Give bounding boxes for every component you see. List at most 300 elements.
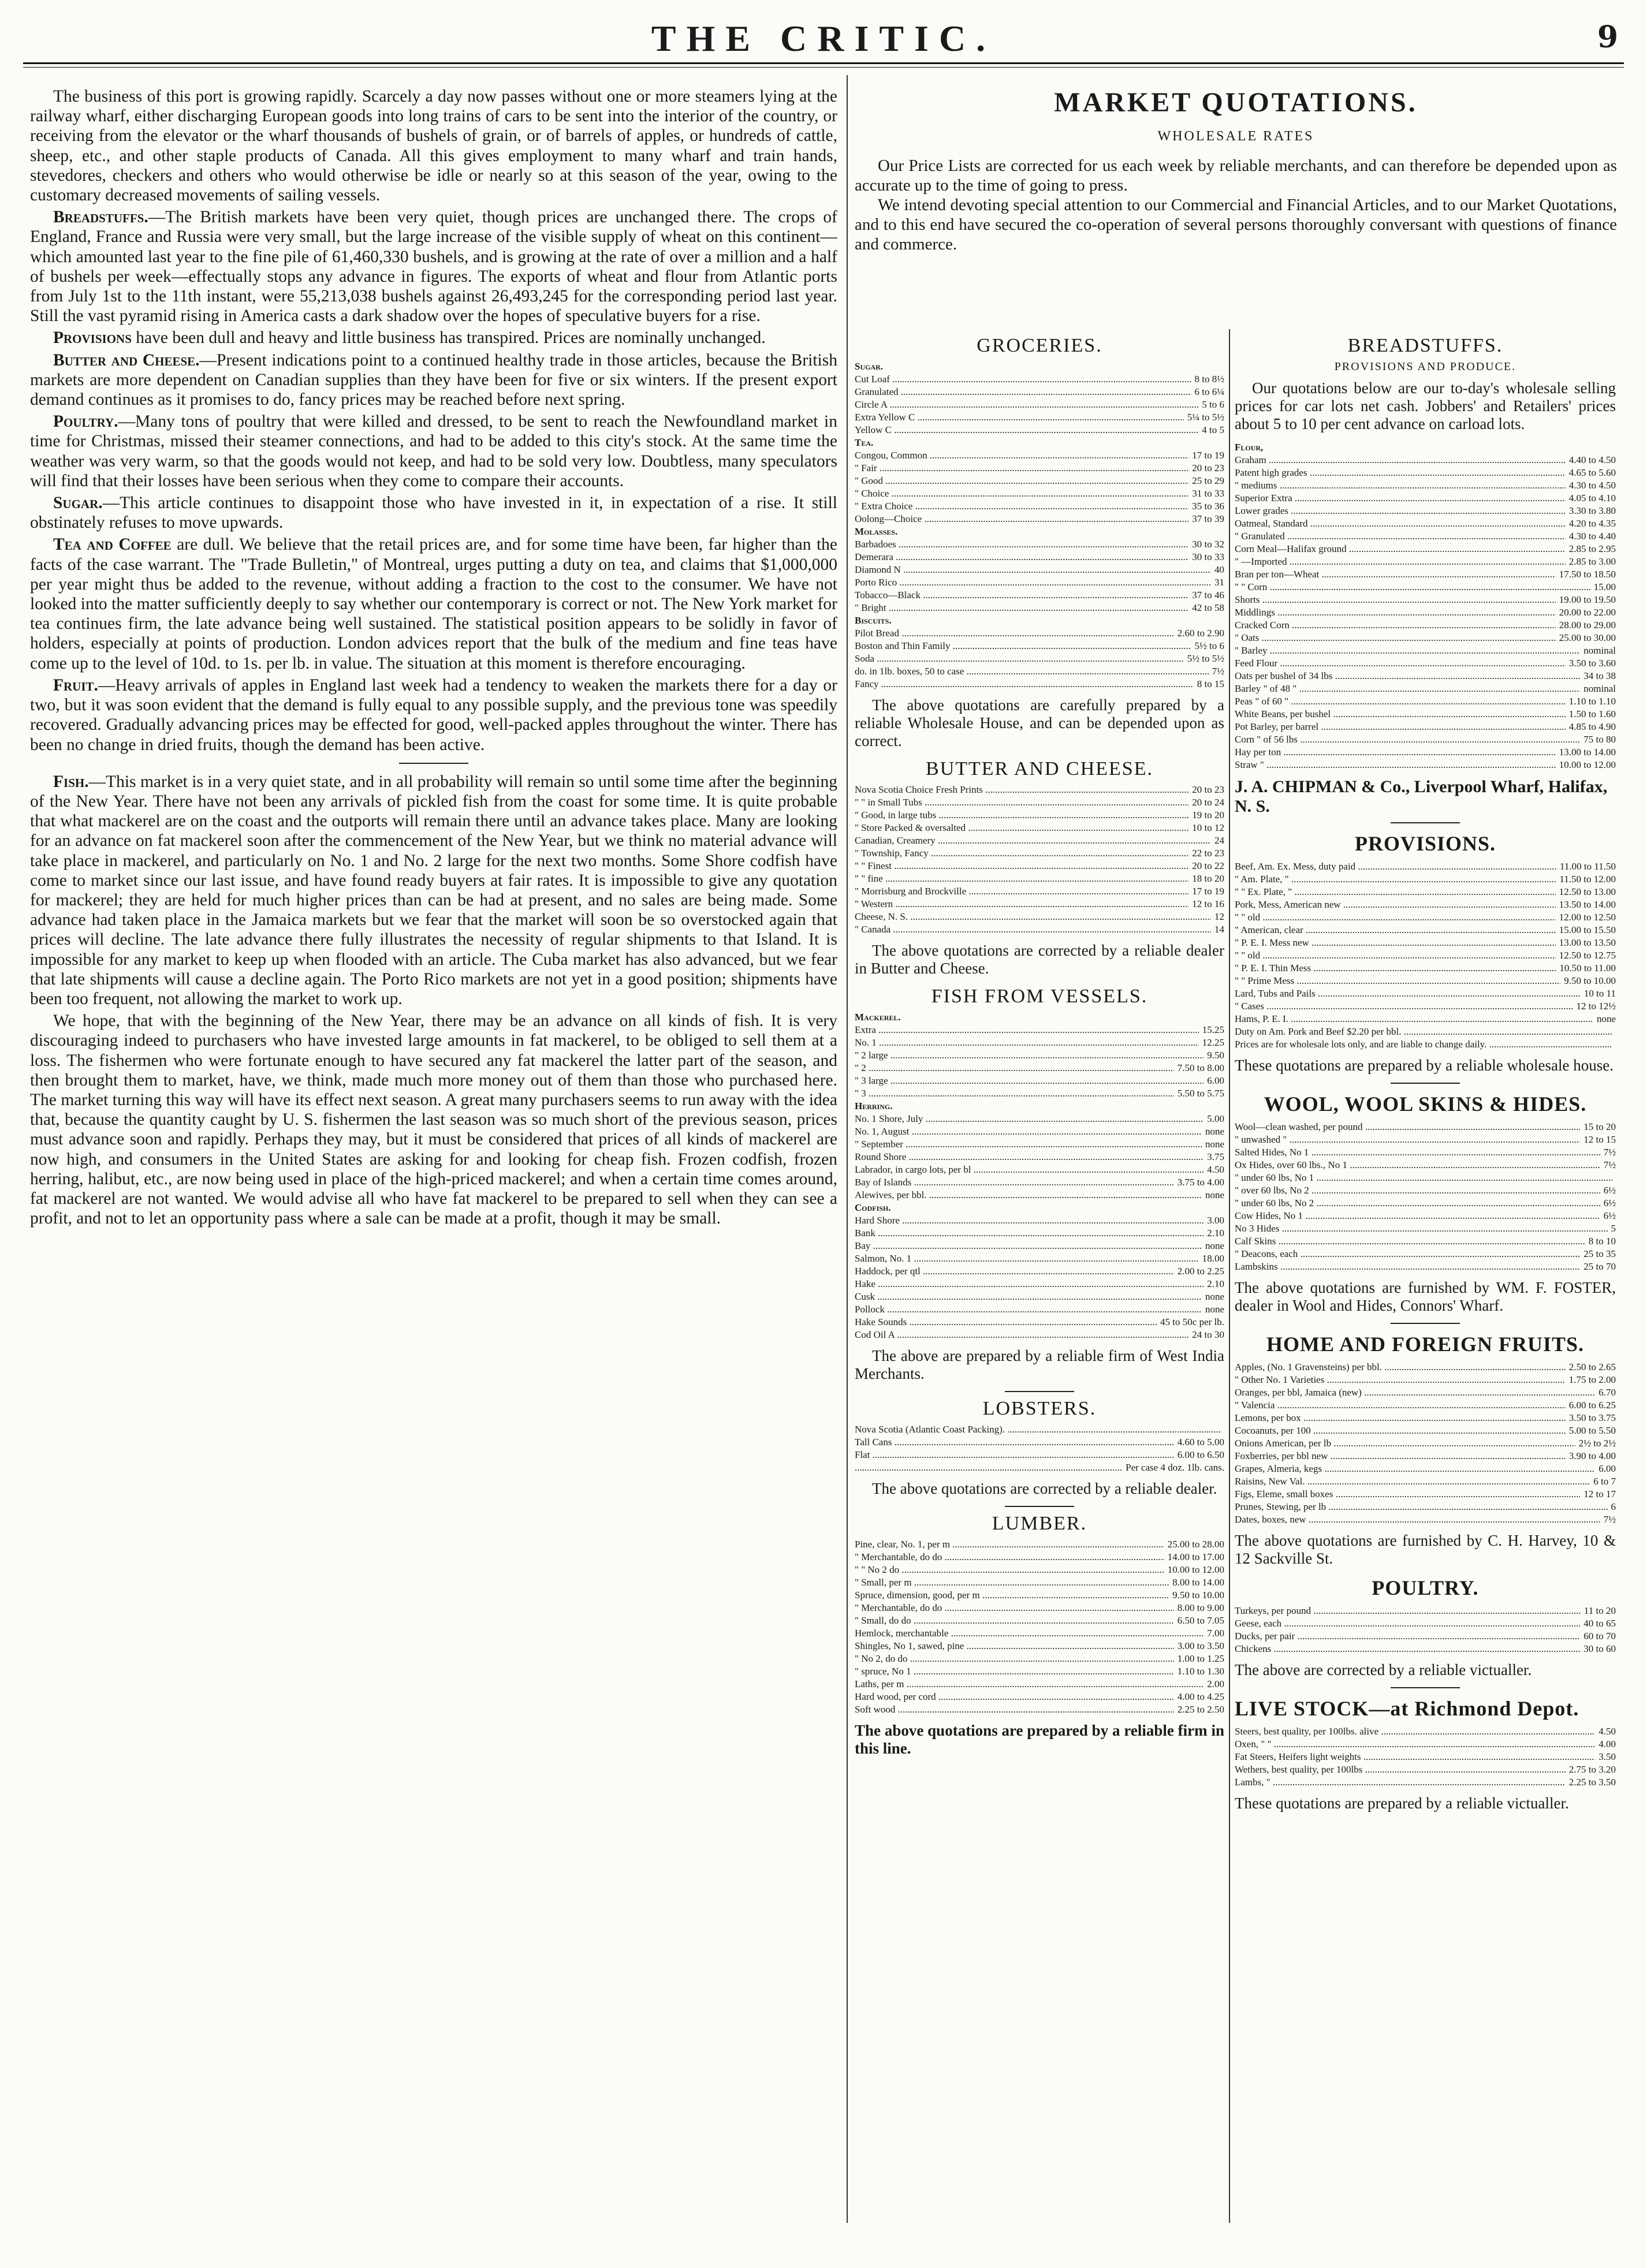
item-name: Cusk ..... (855, 1290, 1202, 1303)
item-name: Oolong—Choice ..... (855, 513, 1188, 525)
price-category: Mackerel. (855, 1012, 901, 1023)
price-row (855, 1265, 1224, 1278)
price-row (855, 411, 1224, 424)
price-row (855, 1551, 1224, 1564)
provisions-heading: PROVISIONS. (1354, 832, 1496, 855)
price-row (1235, 886, 1616, 898)
item-name: Circle A ..... (855, 398, 1198, 411)
price-row (855, 424, 1224, 437)
item-price: 25 to 35 (1583, 1248, 1616, 1259)
item-name: Labrador, in cargo lots, per bl ..... (855, 1163, 1203, 1176)
item-price: nominal (1583, 645, 1616, 656)
price-row (855, 1163, 1224, 1176)
livestock-note: These quotations are prepared by a reliable victualler. (1235, 1795, 1569, 1812)
price-row (855, 1214, 1224, 1227)
item-name: Oats per bushel of 34 lbs ..... (1235, 670, 1580, 682)
item-name: " Barley ..... (1235, 644, 1580, 657)
paragraph-text: We hope, that with the beginning of the New Year, there may be an advance on all kinds of fish. It is very discouraging indeed to purchasers who have invested large amounts in fat mackerel, to be obliged to sell them at a loss. The fishermen who were fortunate enough to have secured any fat mackerel the latter part of the season, and then brought them to market, have, we think, made much more money out of them than those who purchased here. The market turning this way will have its effect next season. A great many purchasers seems to run away with the idea that, because the quantity caught by U. S. fishermen the last season was so much short of the previous season, prices must advance soon and rapidly. Perhaps they may, but it must be considered that prices of all kinds of mackerel are now high, and consumers in the United States are asking for and looking for cheap fish. Frozen codfish, frozen herring, halibut, etc., are now being used in place of the high-priced mackerel; and when a certain time comes around, fat mackerel are not wanted. We would advise all who have fat mackerel to be prepared to sell when they can see a profit, and not to let an opportunity pass where a sale can be made at a profit, though it may be small. (30, 1012, 837, 1228)
item-name: " " Corn ..... (1235, 581, 1590, 594)
item-price: 6 (1611, 1501, 1616, 1512)
price-row (1235, 619, 1616, 632)
column-divider-left (847, 75, 848, 2223)
price-row (1235, 898, 1616, 911)
item-price: 4.60 to 5.00 (1177, 1437, 1224, 1448)
item-name: Bran per ton—Wheat ..... (1235, 568, 1556, 581)
market-intro (855, 156, 1617, 254)
price-row (855, 1538, 1224, 1551)
item-price: 13.00 to 13.50 (1559, 937, 1616, 948)
price-row (855, 872, 1224, 885)
masthead-rule (23, 62, 1624, 64)
item-name: " No 2, do do ..... (855, 1652, 1174, 1665)
item-price: 13.50 to 14.00 (1559, 899, 1616, 910)
price-row (1235, 1121, 1616, 1133)
breadstuffs-heading: BREADSTUFFS. (1347, 335, 1503, 356)
item-price: 6.00 (1598, 1463, 1616, 1474)
item-price: 24 to 30 (1192, 1329, 1224, 1340)
item-name: " Deacons, each ..... (1235, 1248, 1580, 1260)
item-name: Chickens ..... (1235, 1643, 1580, 1655)
item-name: Demerara ..... (855, 551, 1188, 564)
price-row (1235, 606, 1616, 619)
item-price: 2.25 to 3.50 (1568, 1777, 1616, 1788)
item-name: Pilot Bread ..... (855, 627, 1174, 640)
provisions-table (1235, 860, 1616, 1051)
item-price: 11.50 to 12.00 (1559, 874, 1616, 885)
item-price: 4.50 (1207, 1164, 1224, 1175)
item-name: " Merchantable, do do ..... (855, 1551, 1164, 1564)
price-row (1235, 911, 1616, 924)
price-row (855, 1062, 1224, 1075)
article-paragraph (30, 207, 837, 326)
item-price: 6 to 6¼ (1194, 386, 1224, 397)
item-price: 12 to 17 (1583, 1489, 1616, 1499)
section-divider (1391, 1083, 1460, 1084)
price-row (855, 1576, 1224, 1589)
item-price: 7½ (1603, 1514, 1616, 1525)
price-row (1235, 1222, 1616, 1235)
item-name: " Good ..... (855, 475, 1188, 487)
price-row (1235, 860, 1616, 873)
item-price: 3.50 to 3.60 (1568, 658, 1616, 669)
item-price: 4.85 to 4.90 (1568, 721, 1616, 732)
price-row (855, 487, 1224, 500)
lumber-heading: LUMBER. (992, 1513, 1087, 1534)
item-name: Foxberries, per bbl new ..... (1235, 1450, 1566, 1463)
item-name: Turkeys, per pound ..... (1235, 1605, 1581, 1617)
item-price: 1.10 to 1.30 (1177, 1666, 1224, 1677)
item-price: 6½ (1603, 1185, 1616, 1196)
wool-table (1235, 1121, 1616, 1273)
item-name: " 2 ..... (855, 1062, 1174, 1075)
price-category: Codfish. (855, 1202, 891, 1213)
item-name: " Other No. 1 Varieties ..... (1235, 1374, 1566, 1386)
price-row (855, 652, 1224, 665)
item-name: " " fine ..... (855, 872, 1188, 885)
price-row (1235, 682, 1616, 695)
price-row (1235, 1210, 1616, 1222)
price-row (855, 1316, 1224, 1329)
price-row (1235, 492, 1616, 505)
price-row (855, 834, 1224, 847)
price-row (1235, 1630, 1616, 1643)
item-name: Nova Scotia Choice Fresh Prints ..... (855, 784, 1188, 796)
price-row (855, 1303, 1224, 1316)
item-name: Superior Extra ..... (1235, 492, 1566, 505)
price-row (1235, 1725, 1616, 1738)
paragraph-text: —The British markets have been very quiet, though prices are unchanged there. The crops of England, France and Russia were very small, but the large increase of the visible supply of wheat on this continent—which amounted last year to the fine pile of 61,460,330 bushels, and is growing at the rate of over a million and a half of bushels per week—effectually stops any advance in figures. The exports of wheat and flour from Atlantic ports from July 1st to the 11th instant, were 55,213,038 bushels against 26,493,245 for the corresponding period last year. Still the vast pyramid rising in America casts a dark shadow over the hopes of speculative buyers for a rise. (30, 208, 837, 326)
item-price: 20 to 23 (1192, 784, 1224, 795)
item-price: 3.30 to 3.80 (1568, 505, 1616, 516)
item-name: " Canada ..... (855, 923, 1211, 936)
price-row (855, 1113, 1224, 1125)
item-price: 30 to 60 (1583, 1643, 1616, 1654)
item-name: Wool—clean washed, per pound ..... (1235, 1121, 1580, 1133)
item-name: No. 1 ..... (855, 1036, 1199, 1049)
item-name: Pollock ..... (855, 1303, 1202, 1316)
item-price: 25.00 to 28.00 (1167, 1539, 1224, 1550)
item-price: 12 to 16 (1192, 898, 1224, 909)
item-name: Dates, boxes, new ..... (1235, 1513, 1600, 1526)
article-divider (399, 763, 468, 764)
item-price: 42 to 58 (1192, 602, 1224, 613)
article-paragraph (30, 87, 837, 205)
article-paragraph (30, 1011, 837, 1228)
price-row (1235, 1159, 1616, 1172)
price-row (855, 589, 1224, 602)
item-name: " Am. Plate, " ..... (1235, 873, 1556, 886)
fruits-heading: HOME AND FOREIGN FRUITS. (1266, 1333, 1585, 1356)
item-name: Oranges, per bbl, Jamaica (new) ..... (1235, 1386, 1595, 1399)
paragraph-lead: Poultry. (53, 412, 118, 431)
item-name: " " old ..... (1235, 949, 1556, 962)
item-price: 12.00 to 12.50 (1559, 912, 1616, 923)
item-price: 2.85 to 2.95 (1568, 543, 1616, 554)
item-price: 12.25 (1202, 1037, 1224, 1048)
price-row (1235, 987, 1616, 1000)
price-category: Sugar. (855, 361, 884, 372)
price-row (1235, 1463, 1616, 1475)
price-row (855, 449, 1224, 462)
price-row (855, 538, 1224, 551)
price-row (855, 640, 1224, 652)
paragraph-text: —Heavy arrivals of apples in England last week had a tendency to weaken the markets there for a day or two, but it was soon evident that the demand is fully equal to any possible supply, and the previous tone was speedily recovered. Gradually advancing prices may be effected for good, well-packed apples throughout the winter. There has been no change in dried fruits, though the demand has been active. (30, 676, 837, 754)
item-price: 14.00 to 17.00 (1167, 1551, 1224, 1562)
item-name: Steers, best quality, per 100lbs. alive ..... (1235, 1725, 1595, 1738)
item-price: 5½ to 6 (1194, 640, 1224, 651)
breadstuffs-credit: J. A. CHIPMAN & Co., Liverpool Wharf, Halifax, N. S. (1235, 777, 1608, 816)
item-name: No 3 Hides ..... (1235, 1222, 1608, 1235)
price-row (1235, 1605, 1616, 1617)
item-name: Prices are for wholesale lots only, and are liable to change daily. ..... (1235, 1038, 1612, 1051)
price-row (1235, 581, 1616, 594)
price-row (1235, 873, 1616, 886)
price-row (855, 1678, 1224, 1691)
price-row (1235, 1172, 1616, 1184)
price-row (855, 665, 1224, 678)
price-row (855, 576, 1224, 589)
price-row (1235, 962, 1616, 975)
item-name: Hams, P. E. I. ..... (1235, 1013, 1593, 1025)
item-price: 18 to 20 (1192, 873, 1224, 884)
price-row (855, 564, 1224, 576)
item-name: " Good, in large tubs ..... (855, 809, 1188, 822)
item-name: " under 60 lbs, No 2 ..... (1235, 1197, 1600, 1210)
price-row (855, 1024, 1224, 1036)
item-price: 2.10 (1207, 1278, 1224, 1289)
price-row (855, 822, 1224, 834)
price-row (1235, 1374, 1616, 1386)
item-name: Lard, Tubs and Pails ..... (1235, 987, 1581, 1000)
item-price: 8 to 8½ (1194, 374, 1224, 385)
price-row (1235, 479, 1616, 492)
item-price: 8.00 to 14.00 (1172, 1577, 1224, 1588)
price-row (1235, 1184, 1616, 1197)
item-price: 9.50 to 10.00 (1564, 975, 1616, 986)
price-row (1235, 759, 1616, 771)
item-name: " " in Small Tubs ..... (855, 796, 1188, 809)
item-name: Beef, Am. Ex. Mess, duty paid ..... (1235, 860, 1556, 873)
poultry-note: The above are corrected by a reliable victualler. (1235, 1661, 1532, 1678)
item-name: Diamond N ..... (855, 564, 1211, 576)
item-name: " September ..... (855, 1138, 1202, 1151)
item-price: 7½ (1603, 1147, 1616, 1158)
butter-cheese-heading: BUTTER AND CHEESE. (926, 758, 1153, 779)
item-name: Corn " of 56 lbs ..... (1235, 733, 1580, 746)
page-number: 9 (1597, 20, 1618, 55)
price-row (855, 1589, 1224, 1602)
article-paragraph (30, 328, 837, 348)
item-price: 30 to 33 (1192, 551, 1224, 562)
price-row (1235, 1751, 1616, 1763)
paragraph-lead: Breadstuffs. (53, 208, 148, 227)
item-name: Lemons, per box ..... (1235, 1412, 1566, 1424)
price-row (1235, 1248, 1616, 1260)
breadstuffs-subheading: PROVISIONS AND PRODUCE. (1334, 360, 1516, 373)
groceries-heading: GROCERIES. (977, 335, 1102, 356)
price-category: Flour, (1235, 442, 1264, 453)
market-intro-paragraph-2: We intend devoting special attention to our Commercial and Financial Articles, and to our Market Quotations, and to this end have secured the co-operation of several persons thoroughly conversant with questions of finance and commerce. (855, 196, 1617, 253)
groceries-table (855, 360, 1224, 691)
item-price: 2.75 to 3.20 (1568, 1764, 1616, 1775)
item-name: Cracked Corn ..... (1235, 619, 1556, 632)
item-name: Barbadoes ..... (855, 538, 1188, 551)
article-paragraph (30, 535, 837, 673)
item-price: 4.05 to 4.10 (1568, 493, 1616, 503)
item-price: 4.40 to 4.50 (1568, 454, 1616, 465)
item-price: 4.30 to 4.50 (1568, 480, 1616, 491)
price-category: Herring. (855, 1101, 893, 1111)
fruits-note: The above quotations are furnished by C. H. Harvey, 10 & 12 Sackville St. (1235, 1532, 1616, 1567)
item-name: Soda ..... (855, 652, 1184, 665)
item-name: Round Shore ..... (855, 1151, 1203, 1163)
price-row (855, 1151, 1224, 1163)
item-price: none (1205, 1291, 1224, 1302)
butter-cheese-table (855, 784, 1224, 936)
item-name: Ox Hides, over 60 lbs., No 1 ..... (1235, 1159, 1600, 1172)
item-name: Grapes, Almeria, kegs ..... (1235, 1463, 1595, 1475)
item-name: " Merchantable, do do ..... (855, 1602, 1174, 1614)
price-row (1235, 1260, 1616, 1273)
livestock-heading: LIVE STOCK—at Richmond Depot. (1235, 1697, 1579, 1720)
item-name: Tall Cans ..... (855, 1436, 1174, 1449)
price-row (855, 1189, 1224, 1202)
item-price: 15.00 (1593, 581, 1616, 592)
item-price: none (1205, 1240, 1224, 1251)
price-row (1235, 937, 1616, 949)
item-price: 10.00 to 12.00 (1167, 1564, 1224, 1575)
item-price: 2.85 to 3.00 (1568, 556, 1616, 567)
wool-heading: WOOL, WOOL SKINS & HIDES. (1264, 1092, 1587, 1116)
item-name: Extra Yellow C ..... (855, 411, 1184, 424)
article-paragraph (30, 412, 837, 491)
paragraph-lead: Fruit. (53, 676, 98, 695)
item-price: 40 (1214, 564, 1224, 575)
item-price: 12.50 to 12.75 (1559, 950, 1616, 961)
item-name: Middlings ..... (1235, 606, 1556, 619)
price-row (855, 847, 1224, 860)
item-price: 10 to 11 (1583, 988, 1616, 999)
item-name: Hard Shore ..... (855, 1214, 1203, 1227)
item-price: 13.00 to 14.00 (1559, 747, 1616, 758)
price-row (855, 1240, 1224, 1252)
item-price: 6½ (1603, 1198, 1616, 1208)
price-row (855, 1461, 1224, 1474)
item-name: White Beans, per bushel ..... (1235, 708, 1566, 721)
item-name: Soft wood ..... (855, 1703, 1174, 1716)
butter-cheese-note: The above quotations are corrected by a reliable dealer in Butter and Cheese. (855, 942, 1224, 977)
price-row (1235, 467, 1616, 479)
item-name: Bay of Islands ..... (855, 1176, 1174, 1189)
item-name: Bay ..... (855, 1240, 1202, 1252)
item-price: 10 to 12 (1192, 822, 1224, 833)
paragraph-text: —Present indications point to a continued healthy trade in those articles, because the British markets are more dependent on Canadian supplies than they have been for five or six winters. If the present export demand continues as it promises to do, fancy prices may be reached before next spring. (30, 350, 837, 409)
item-name: Salmon, No. 1 ..... (855, 1252, 1199, 1265)
item-price: 31 to 33 (1192, 488, 1224, 499)
item-price: none (1205, 1139, 1224, 1150)
item-price: 18.00 (1202, 1253, 1224, 1264)
item-name: Extra ..... (855, 1024, 1199, 1036)
item-price: 40 to 65 (1583, 1618, 1616, 1629)
item-name: Cod Oil A ..... (855, 1329, 1188, 1341)
price-row (1235, 1424, 1616, 1437)
price-row (1235, 1643, 1616, 1655)
price-row (1235, 1513, 1616, 1526)
item-name: " Bright ..... (855, 602, 1188, 614)
item-price: 10.00 to 12.00 (1559, 759, 1616, 770)
price-row (855, 923, 1224, 936)
item-name: " 3 ..... (855, 1087, 1174, 1100)
item-name: " Small, per m ..... (855, 1576, 1169, 1589)
commerce-article-column (30, 87, 837, 2194)
item-price: 2.10 (1207, 1228, 1224, 1239)
article-paragraph (30, 493, 837, 532)
item-price: 4.50 (1598, 1726, 1616, 1737)
item-name: Fat Steers, Heifers light weights ..... (1235, 1751, 1595, 1763)
item-price: 20 to 22 (1192, 860, 1224, 871)
lobsters-heading: LOBSTERS. (982, 1398, 1097, 1419)
price-row (855, 602, 1224, 614)
item-price: 15.00 to 15.50 (1559, 924, 1616, 935)
item-price: 3.50 to 3.75 (1568, 1412, 1616, 1423)
item-name: " " Prime Mess ..... (1235, 975, 1560, 987)
price-row (855, 1075, 1224, 1087)
item-price: nominal (1583, 683, 1616, 694)
price-row (1235, 568, 1616, 581)
item-name: " Extra Choice ..... (855, 500, 1188, 513)
item-name: Lower grades ..... (1235, 505, 1566, 517)
item-price: 2.25 to 2.50 (1177, 1704, 1224, 1715)
item-name: do. in 1lb. boxes, 50 to case ..... (855, 665, 1209, 678)
article-paragraph (30, 772, 837, 1009)
price-row (1235, 1450, 1616, 1463)
price-row (855, 386, 1224, 398)
item-price: 4.30 to 4.40 (1568, 531, 1616, 542)
price-row (855, 1665, 1224, 1678)
item-price: 6½ (1603, 1210, 1616, 1221)
item-name: Pot Barley, per barrel ..... (1235, 721, 1566, 733)
item-name: Feed Flour ..... (1235, 657, 1566, 670)
item-name: Lambskins ..... (1235, 1260, 1580, 1273)
paragraph-lead: Butter and Cheese. (53, 350, 200, 370)
item-price: 17.50 to 18.50 (1559, 569, 1616, 580)
price-row (855, 1125, 1224, 1138)
item-price: 4 to 5 (1202, 424, 1224, 435)
paragraph-text: —Many tons of poultry that were killed and dressed, to be sent to reach the Newfoundland market in time for Christmas, missed their steamer connections, and had to be added to this city's stock. At the same time the weather was very warm, so that the goods would not keep, and had to be sold very low. Doubtless, many speculators will find that their losses have been serious when they come to compare their accounts. (30, 412, 837, 490)
item-price: 28.00 to 29.00 (1559, 620, 1616, 631)
section-divider (1005, 1391, 1074, 1392)
item-name: " spruce, No 1 ..... (855, 1665, 1174, 1678)
item-name: Apples, (No. 1 Gravensteins) per bbl. ..... (1235, 1361, 1566, 1374)
lobsters-table (855, 1423, 1224, 1474)
price-row (1235, 530, 1616, 543)
item-price: 31 (1214, 577, 1224, 588)
item-name: Graham ..... (1235, 454, 1566, 467)
section-divider (1391, 1687, 1460, 1688)
item-name: Bank ..... (855, 1227, 1203, 1240)
item-name: Flat ..... (855, 1449, 1174, 1461)
price-row (1235, 594, 1616, 606)
price-row (1235, 1412, 1616, 1424)
item-price: 2.50 to 2.65 (1568, 1361, 1616, 1372)
item-price: 11.00 to 11.50 (1560, 861, 1616, 872)
price-row (1235, 1361, 1616, 1374)
price-row (1235, 555, 1616, 568)
item-name: Shorts ..... (1235, 594, 1556, 606)
item-name: Hay per ton ..... (1235, 746, 1556, 759)
price-row (855, 1640, 1224, 1652)
item-name: Barley " of 48 " ..... (1235, 682, 1580, 695)
item-name: " mediums ..... (1235, 479, 1566, 492)
price-row (1235, 949, 1616, 962)
price-row (855, 1290, 1224, 1303)
price-row (1235, 924, 1616, 937)
item-price: 1.00 to 1.25 (1177, 1653, 1224, 1664)
item-name: " P. E. I. Mess new ..... (1235, 937, 1556, 949)
item-price: 20.00 to 22.00 (1559, 607, 1616, 618)
item-price: 12.50 to 13.00 (1559, 886, 1616, 897)
item-price: 37 to 46 (1192, 590, 1224, 600)
price-row (1235, 746, 1616, 759)
item-price: 19 to 20 (1192, 810, 1224, 820)
item-price: 17 to 19 (1192, 886, 1224, 897)
item-name: Fancy ..... (855, 678, 1194, 691)
poultry-table (1235, 1605, 1616, 1655)
livestock-table (1235, 1725, 1616, 1789)
paragraph-text: are dull. We believe that the retail prices are, and for some time have been, far higher than the facts of the case warrant. The "Trade Bulletin," of Montreal, urges putting a duty on tea, and claims that $1,000,000 per year might thus be added to the revenue, without adding a fraction to the cost to the consumer. We have not looked into the matter sufficiently deeply to say whether our contemporary is correct or not. The New York market for tea continues firm, the late advance being well sustained. The statistical position appears to be solidly in favor of holders, especially at points of production. London advices report that the bulk of the medium and fine teas have come up to the level of 10d. to 1s. per lb. in value. The situation at this moment is therefore encouraging. (30, 535, 837, 673)
item-name: " Western ..... (855, 898, 1188, 911)
item-name: Figs, Eleme, small boxes ..... (1235, 1488, 1580, 1501)
